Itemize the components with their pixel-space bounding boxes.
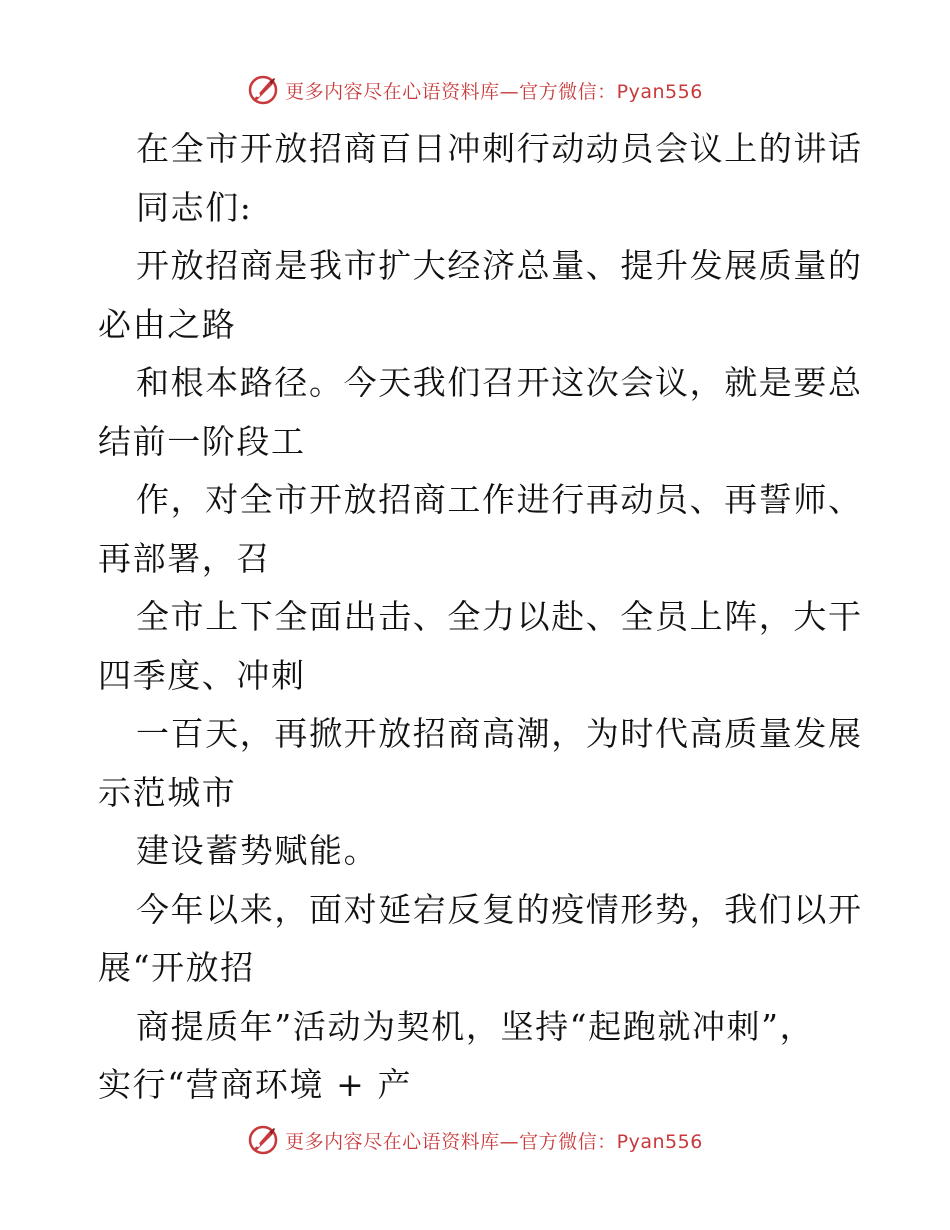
text-line: 展“开放招: [98, 948, 255, 987]
watermark-text: 更多内容尽在心语资料库—官方微信：Pyan556: [285, 80, 703, 103]
header-watermark-banner: [0, 70, 950, 110]
text-line: 结前一阶段工: [98, 421, 306, 461]
text-line: 开放招商是我市扩大经济总量、提升发展质量的: [136, 246, 863, 285]
document-body: [98, 120, 863, 1115]
text-line: 四季度、冲刺: [98, 655, 306, 695]
text-line: 再部署，召: [98, 538, 271, 578]
text-line: 同志们:: [136, 187, 253, 227]
text-line: 商提质年”活动为契机，坚持“起跑就冲刺”，: [136, 1006, 815, 1046]
quill-logo-icon: [247, 74, 279, 106]
text-line: 全市上下全面出击、全力以赴、全员上阵，大干: [136, 597, 863, 636]
text-line: 在全市开放招商百日冲刺行动动员会议上的讲话: [136, 129, 863, 168]
watermark-text: 更多内容尽在心语资料库—官方微信：Pyan556: [285, 1130, 703, 1153]
quill-logo-icon: [247, 1124, 279, 1156]
text-line: 作，对全市开放招商工作进行再动员、再誓师、: [136, 480, 863, 519]
footer-watermark-banner: [0, 1120, 950, 1160]
text-line: 必由之路: [98, 304, 237, 344]
text-line: 和根本路径。今天我们召开这次会议，就是要总: [136, 363, 863, 402]
text-line: 今年以来，面对延宕反复的疫情形势，我们以开: [136, 889, 863, 929]
text-line: 示范城市: [98, 772, 237, 812]
text-line: 建设蓄势赋能。: [136, 831, 379, 870]
text-line: 实行“营商环境 + 产: [98, 1065, 413, 1104]
text-line: 一百天，再掀开放招商高潮，为时代高质量发展: [136, 714, 863, 753]
